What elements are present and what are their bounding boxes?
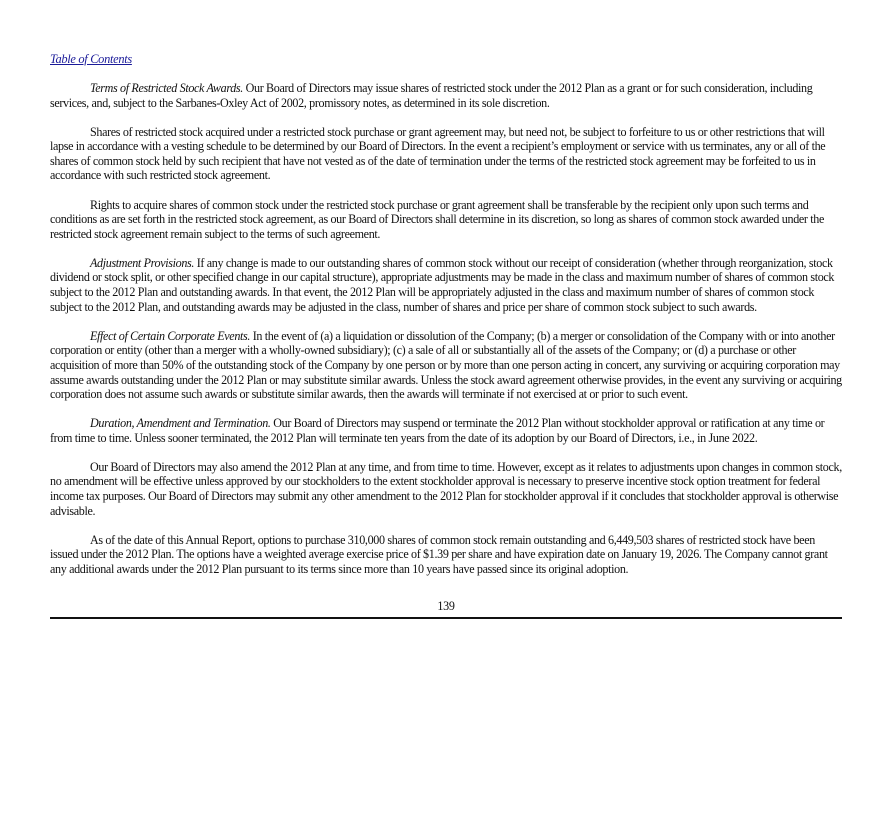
paragraph-text: Our Board of Directors may issue shares of restricted stock under the 2012 Plan as a grant or for such consideration, including services, and, subject to the Sarbanes-Oxley Act of 2002, promissory notes, as determined in its sole discretion. — [50, 81, 813, 110]
paragraph-forfeiture — [50, 125, 842, 183]
paragraph-text: Our Board of Directors may also amend the 2012 Plan at any time, and from time to time. However, except as it relates to adjustments upon changes in common stock, no amendment will be effective unless approved by our stockholders to the extent stockholder approval is necessary to preserve incentive stock option treatment for federal income tax purposes. Our Board of Directors may submit any other amendment to the 2012 Plan for stockholder approval if it concludes that stockholder approval is otherwise advisable. — [50, 459, 842, 518]
paragraph-heading: Effect of Certain Corporate Events. — [90, 328, 251, 343]
paragraph-heading: Adjustment Provisions. — [90, 255, 195, 270]
paragraph-options-outstanding — [50, 533, 842, 577]
footer-rule — [50, 617, 842, 619]
page-number: 139 — [437, 598, 455, 613]
paragraph-heading: Duration, Amendment and Termination. — [90, 416, 271, 431]
paragraph-duration-termination — [50, 416, 842, 445]
paragraph-adjustment-provisions — [50, 256, 842, 314]
paragraph-transferability — [50, 198, 842, 242]
document-page — [50, 52, 842, 619]
paragraph-corporate-events — [50, 329, 842, 402]
paragraph-text: Shares of restricted stock acquired under a restricted stock purchase or grant agreement may, but need not, be subject to forfeiture to us or other restrictions that will lapse in accordance with a vesting schedule to be determined by our Board of Directors. In the event a recipient’s employment or service with us terminates, any or all of the shares of common stock held by such recipient that have not vested as of the date of termination under the terms of the restricted stock agreement may be forfeited to us in accordance with such restricted stock agreement. — [50, 124, 826, 183]
paragraph-terms-restricted-stock — [50, 81, 842, 110]
paragraph-heading: Terms of Restricted Stock Awards. — [90, 81, 243, 95]
paragraph-text: Our Board of Directors may suspend or terminate the 2012 Plan without stockholder approval or ratification at any time or from time to time. Unless sooner terminated, the 2012 Plan will terminate ten years from the date of its adoption by our Board of Directors, i.e., in June 2022. — [50, 416, 825, 445]
paragraph-text: If any change is made to our outstanding shares of common stock without our receipt of consideration (whether through reorganization, stock dividend or stock split, or other specified change in our capital structure), appropriate adjustments may be made in the class and maximum number of shares of common stock subject to the 2012 Plan and outstanding awards. In that event, the 2012 Plan will be appropriately adjusted in the class and maximum number of shares of common stock subject to the 2012 Plan, and outstanding awards may be adjusted in the class, number of shares and price per share of common stock subject to such awards. — [50, 255, 835, 314]
paragraph-text: Rights to acquire shares of common stock under the restricted stock purchase or grant agreement shall be transferable by the recipient only upon such terms and conditions as are set forth in the restricted stock agreement, as our Board of Directors shall determine in its discretion, so long as shares of common stock awarded under the restricted stock agreement remain subject to the terms of such agreement. — [50, 197, 824, 241]
paragraph-text: As of the date of this Annual Report, options to purchase 310,000 shares of common stock remain outstanding and 6,449,503 shares of restricted stock have been issued under the 2012 Plan. The options have a weighted average exercise price of $1.39 per share and have expiration date on January 19, 2026. The Company cannot grant any additional awards under the 2012 Plan pursuant to its terms since more than 10 years have passed since its original adoption. — [50, 532, 828, 576]
paragraph-amendment — [50, 460, 842, 518]
table-of-contents-link[interactable]: Table of Contents — [50, 52, 132, 66]
paragraph-text: In the event of (a) a liquidation or dissolution of the Company; (b) a merger or consolidation of the Company with or into another corporation or entity (other than a merger with a wholly-owned subsidiary); (c) a sale of all or substantially all of the assets of the Company; or (d) a purchase or other acquisition of more than 50% of the outstanding stock of the Company by one person or by more than one person acting in concert, any surviving or acquiring corporation may assume awards outstanding under the 2012 Plan or may substitute similar awards. Unless the stock award agreement otherwise provides, in the event any surviving or acquiring corporation does not assume such awards or substitute similar awards, then the awards will terminate if not exercised at or prior to such event. — [50, 328, 842, 402]
